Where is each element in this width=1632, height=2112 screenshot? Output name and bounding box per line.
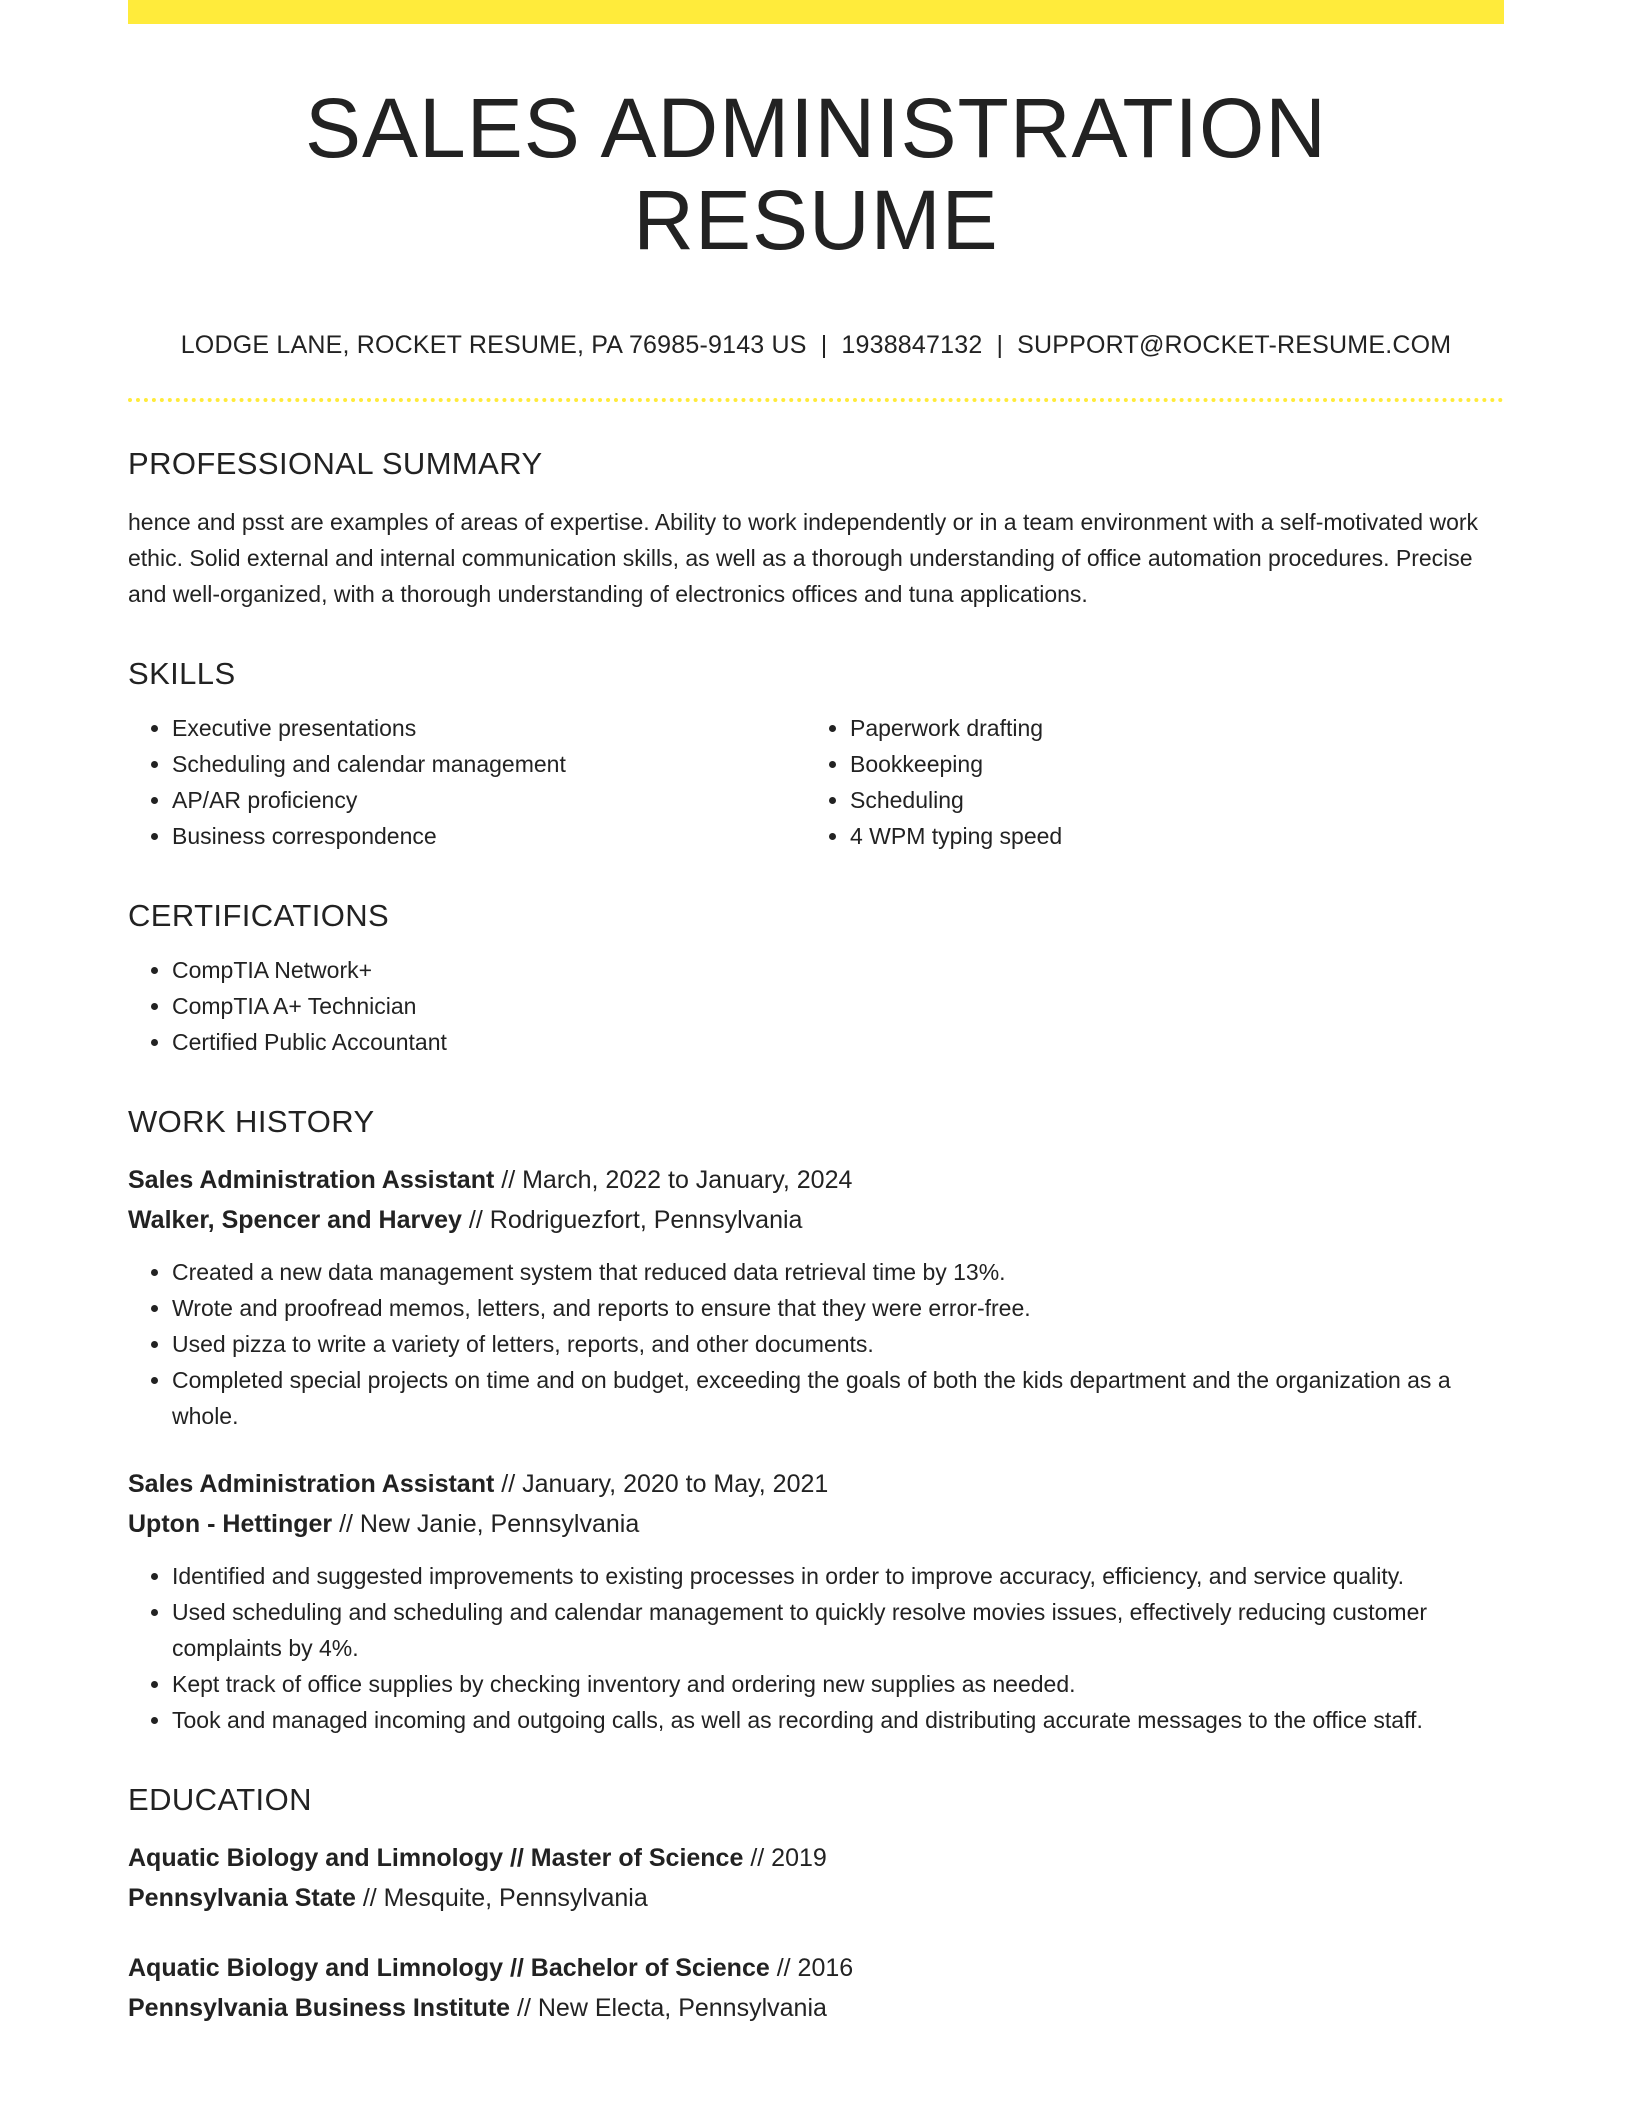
job-bullet: • Created a new data management system that reduced data retrieval time by 13%.	[172, 1254, 1504, 1290]
job-title-line	[128, 1160, 1504, 1200]
skill-item: • AP/AR proficiency	[172, 782, 806, 818]
summary-heading: PROFESSIONAL SUMMARY	[128, 445, 543, 481]
education-entry	[128, 1838, 1504, 1918]
skill-item: • Bookkeeping	[850, 746, 1484, 782]
certification-item: • Certified Public Accountant	[172, 1024, 1504, 1060]
work-history-heading: WORK HISTORY	[128, 1103, 375, 1139]
job-bullet: • Used pizza to write a variety of letters, reports, and other documents.	[172, 1326, 1504, 1362]
contact-separator: |	[820, 330, 828, 359]
skill-item: • Paperwork drafting	[850, 710, 1484, 746]
job-bullet: • Took and managed incoming and outgoing calls, as well as recording and distributing accurate messages to the office staff.	[172, 1702, 1504, 1738]
job-header	[128, 1464, 1504, 1544]
resume-page	[128, 0, 1504, 2028]
skills-left-list	[128, 710, 806, 854]
contact-line	[128, 331, 1504, 360]
skills-section	[128, 656, 1504, 854]
job-bullets	[128, 1558, 1504, 1738]
certifications-section	[128, 898, 1504, 1060]
education-school-line	[128, 1988, 1504, 2028]
contact-address: LODGE LANE, ROCKET RESUME, PA 76985-9143 US	[180, 330, 807, 359]
job-entry	[128, 1160, 1504, 1434]
education-school: Pennsylvania Business Institute	[128, 1993, 511, 2022]
education-year: // 2019	[750, 1843, 827, 1872]
job-entry	[128, 1464, 1504, 1738]
skills-right-list	[806, 710, 1484, 854]
skill-item: • Scheduling	[850, 782, 1484, 818]
job-company: Upton - Hettinger	[128, 1509, 333, 1538]
job-title-line	[128, 1464, 1504, 1504]
certification-item: • CompTIA Network+	[172, 952, 1504, 988]
skill-item: • Business correspondence	[172, 818, 806, 854]
job-dates: // March, 2022 to January, 2024	[501, 1165, 853, 1194]
job-bullets	[128, 1254, 1504, 1434]
job-bullet: • Wrote and proofread memos, letters, and reports to ensure that they were error-free.	[172, 1290, 1504, 1326]
education-section	[128, 1782, 1504, 2028]
job-title: Sales Administration Assistant	[128, 1165, 495, 1194]
work-history-section	[128, 1104, 1504, 1738]
job-location: // New Janie, Pennsylvania	[339, 1509, 640, 1538]
certifications-heading: CERTIFICATIONS	[128, 897, 390, 933]
skills-heading: SKILLS	[128, 655, 236, 691]
job-dates: // January, 2020 to May, 2021	[501, 1469, 829, 1498]
skill-item: • 4 WPM typing speed	[850, 818, 1484, 854]
education-degree-line	[128, 1948, 1504, 1988]
job-title: Sales Administration Assistant	[128, 1469, 495, 1498]
education-entry	[128, 1948, 1504, 2028]
page-title: SALES ADMINISTRATION RESUME	[305, 81, 1327, 268]
certification-item: • CompTIA A+ Technician	[172, 988, 1504, 1024]
job-bullet: • Completed special projects on time and on budget, exceeding the goals of both the kids department and the organization as a whole.	[172, 1362, 1504, 1434]
job-bullet: • Used scheduling and scheduling and calendar management to quickly resolve movies issues, effectively reducing customer complaints by 4%.	[172, 1594, 1504, 1666]
skills-grid	[128, 710, 1504, 854]
education-location: // Mesquite, Pennsylvania	[362, 1883, 648, 1912]
job-company-line	[128, 1504, 1504, 1544]
summary-section	[128, 446, 1504, 612]
education-year: // 2016	[776, 1953, 854, 1982]
skill-item: • Scheduling and calendar management	[172, 746, 806, 782]
certifications-list	[128, 952, 1504, 1060]
job-bullet: • Identified and suggested improvements to existing processes in order to improve accuracy, efficiency, and service quality.	[172, 1558, 1504, 1594]
education-degree-line	[128, 1838, 1504, 1878]
dotted-divider	[128, 398, 1504, 402]
contact-email: SUPPORT@ROCKET-RESUME.COM	[1017, 330, 1452, 359]
education-school: Pennsylvania State	[128, 1883, 356, 1912]
skill-item: • Executive presentations	[172, 710, 806, 746]
accent-bar	[128, 0, 1504, 24]
education-location: // New Electa, Pennsylvania	[517, 1993, 827, 2022]
education-heading: EDUCATION	[128, 1781, 312, 1817]
education-degree: Aquatic Biology and Limnology // Master of Science	[128, 1843, 744, 1872]
education-degree: Aquatic Biology and Limnology // Bachelor of Science	[128, 1953, 770, 1982]
job-bullet: • Kept track of office supplies by checking inventory and ordering new supplies as needed.	[172, 1666, 1504, 1702]
summary-text: hence and psst are examples of areas of expertise. Ability to work independently or in a team environment with a self-motivated work ethic. Solid external and internal communication skills, as well as a thorough understanding of office automation procedures. Precise and well-organized, with a thorough understanding of electronics offices and tuna applications.	[128, 508, 1479, 607]
job-company: Walker, Spencer and Harvey	[128, 1205, 462, 1234]
job-location: // Rodriguezfort, Pennsylvania	[468, 1205, 803, 1234]
education-school-line	[128, 1878, 1504, 1918]
contact-phone: 1938847132	[841, 330, 983, 359]
job-header	[128, 1160, 1504, 1240]
contact-separator: |	[996, 330, 1004, 359]
job-company-line	[128, 1200, 1504, 1240]
